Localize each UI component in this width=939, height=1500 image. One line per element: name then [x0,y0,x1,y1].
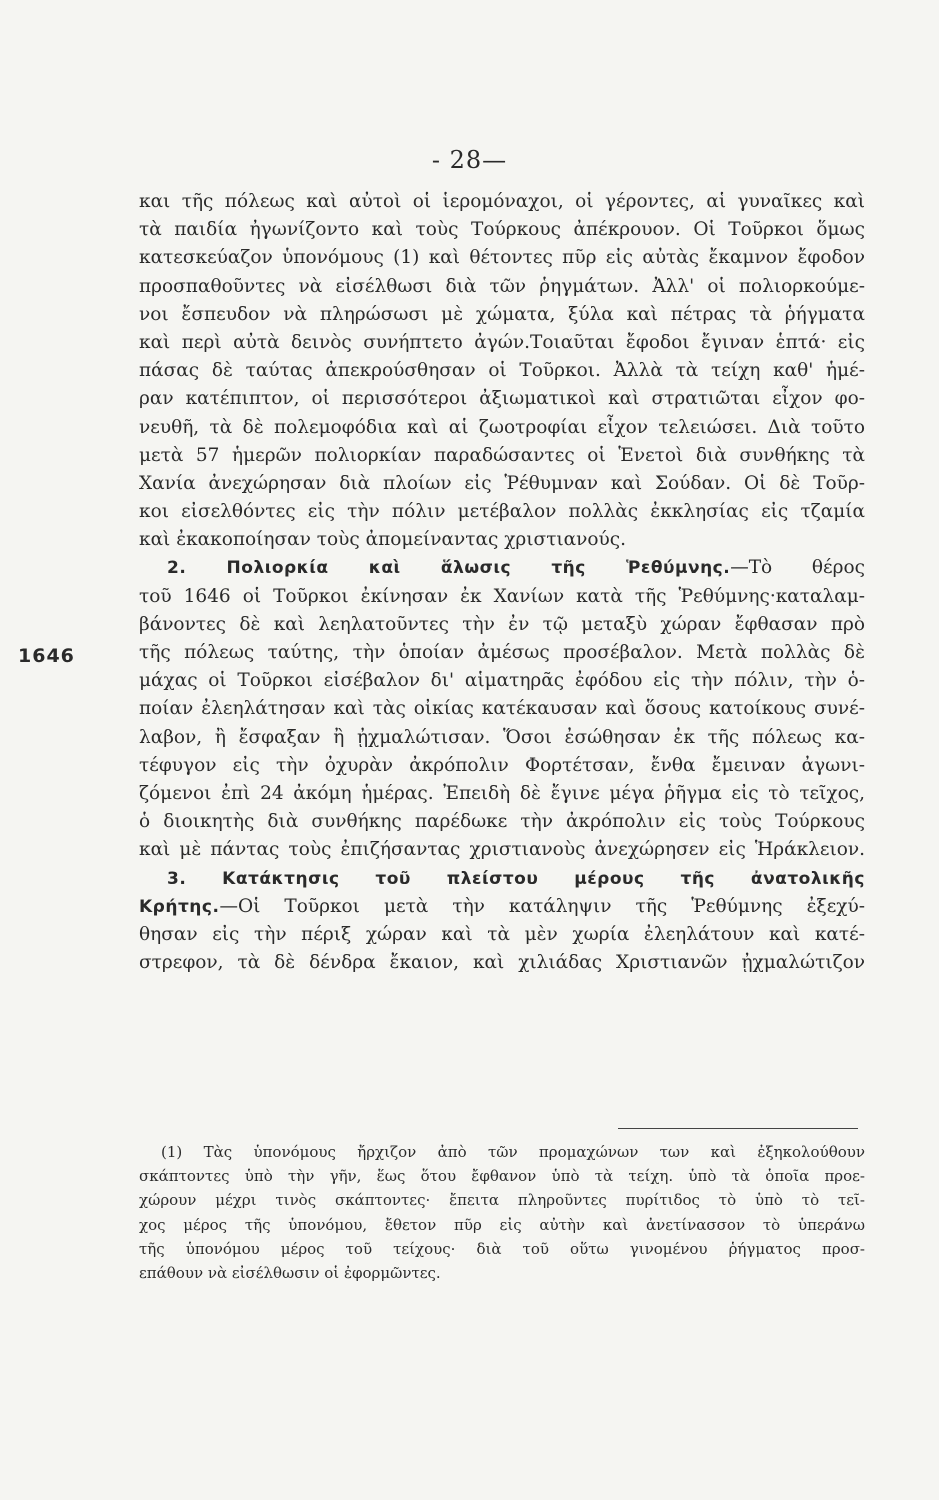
footnote-divider [618,1128,858,1129]
text-line: στρεφον, τὰ δὲ δένδρα ἔκαιον, καὶ χιλιάδας Χριστιανῶν ᾐχμαλώτιζον [139,952,865,974]
footnote-line: σκάπτοντες ὑπὸ τὴν γῆν, ἕως ὅτου ἔφθανον ὑπὸ τὰ τείχη. ὑπὸ τὰ ὁποῖα προε- [139,1167,865,1186]
footnote-line: τῆς ὑπονόμου μέρος τοῦ τείχους· διὰ τοῦ οὕτω γινομένου ῥήγματος προσ- [139,1239,865,1258]
footnote-line: χώρουν μέχρι τινὸς σκάπτοντες· ἔπειτα πληροῦντες πυρίτιδος τὸ ὑπὸ τὸ τεῖ- [139,1191,865,1210]
text-line: κοι εἰσελθόντες εἰς τὴν πόλιν μετέβαλον πολλὰς ἐκκλησίας εἰς τζαμία [139,501,865,523]
section-3-heading-rest: —Οἱ Τοῦρκοι μετὰ τὴν κατάληψιν τῆς Ῥεθύμνης ἐξεχύ- [219,895,865,917]
text-line: θησαν εἰς τὴν πέριξ χώραν καὶ τὰ μὲν χωρία ἐλεηλάτουν καὶ κατέ- [139,923,865,945]
text-line: ραν κατέπιπτον, οἱ περισσότεροι ἀξιωματικοὶ καὶ στρατιῶται εἶχον φο- [139,388,865,410]
text-line: κατεσκεύαζον ὑπονόμους (1) καὶ θέτοντες πῦρ εἰς αὐτὰς ἔκαμνον ἔφοδον [139,247,865,269]
section-3-heading-cont: Κρήτης. [139,896,220,917]
text-line: προσπαθοῦντες νὰ εἰσέλθωσι διὰ τῶν ῥηγμάτων. Ἀλλ' οἱ πολιορκούμε- [139,275,865,297]
footnote-line: (1) Τὰς ὑπονόμους ἤρχιζον ἀπὸ τῶν προμαχώνων των καὶ ἐξηκολούθουν [161,1143,865,1161]
footnote-line: χος μέρος τῆς ὑπονόμου, ἔθετον πῦρ εἰς αὐτὴν καὶ ἀνετίνασσον τὸ ὑπεράνω [139,1215,865,1234]
text-line: Χανία ἀνεχώρησαν διὰ πλοίων εἰς Ῥέθυμναν καὶ Σούδαν. Οἱ δὲ Τοῦρ- [139,472,865,494]
section-3-heading-line [139,865,865,893]
main-text [139,188,865,977]
page-number: - 28— [431,146,508,174]
text-line: ποίαν ἐλεηλάτησαν καὶ τὰς οἰκίας κατέκαυσαν καὶ ὅσους κατοίκους συνέ- [139,698,865,720]
section-2-heading-line [139,554,865,582]
text-line: καὶ μὲ πάντας τοὺς ἐπιζήσαντας χριστιανοὺς ἀνεχώρησεν εἰς Ἡράκλειον. [139,839,865,861]
text-line: νευθῆ, τὰ δὲ πολεμοφόδια καὶ αἱ ζωοτροφίαι εἶχον τελειώσει. Διὰ τοῦτο [139,416,865,438]
text-line: τῆς πόλεως ταύτης, τὴν ὁποίαν ἀμέσως προσέβαλον. Μετὰ πολλὰς δὲ [139,642,865,663]
text-line: μετὰ 57 ἡμερῶν πολιορκίαν παραδώσαντες οἱ Ἑνετοὶ διὰ συνθήκης τὰ [139,444,865,466]
text-line: πάσας δὲ ταύτας ἀπεκρούσθησαν οἱ Τοῦρκοι. Ἀλλὰ τὰ τείχη καθ' ἡμέ- [139,360,865,382]
section-2-heading: 2. Πολιορκία καὶ ἅλωσις τῆς Ῥεθύμνης. [167,558,731,579]
text-line: τέφυγον εἰς τὴν ὀχυρὰν ἀκρόπολιν Φορτέτσαν, ἔνθα ἔμειναν ἀγωνι- [139,754,865,776]
text-line: ζόμενοι ἐπὶ 24 ἀκόμη ἡμέρας. Ἐπειδὴ δὲ ἔγινε μέγα ῥῆγμα εἰς τὸ τεῖχος, [139,782,865,804]
text-line: ὁ διοικητὴς διὰ συνθήκης παρέδωκε τὴν ἀκρόπολιν εἰς τοὺς Τούρκους [139,811,865,833]
footnote-line: επάθουν νὰ εἰσέλθωσιν οἱ ἐφορμῶντες. [139,1263,441,1282]
text-line: μάχας οἱ Τοῦρκοι εἰσέβαλον δι' αἱματηρᾶς ἐφόδου εἰς τὴν πόλιν, τὴν ὁ- [139,670,865,692]
section-2-heading-rest: —Τὸ θέρος [730,557,865,579]
text-line: τοῦ 1646 οἱ Τοῦρκοι ἐκίνησαν ἐκ Χανίων κατὰ τῆς Ῥεθύμνης·καταλαμ- [139,585,865,607]
text-line: λαβον, ἢ ἔσφαξαν ἢ ᾐχμαλώτισαν. Ὅσοι ἐσώθησαν ἐκ τῆς πόλεως κα- [139,726,865,748]
margin-year-note: 1646 [18,645,75,667]
section-3-heading: 3. Κατάκτησις τοῦ πλείστου μέρους τῆς ἀνατολικῆς [167,868,865,889]
text-line: τὰ παιδία ἠγωνίζοντο καὶ τοὺς Τούρκους ἀπέκρουον. Οἱ Τοῦρκοι ὅμως [139,219,865,241]
section-3-heading-line-2 [139,893,865,921]
text-line: βάνοντες δὲ καὶ λεηλατοῦντες τὴν ἐν τῷ μεταξὺ χώραν ἔφθασαν πρὸ [139,613,865,635]
text-line: καὶ ἐκακοποίησαν τοὺς ἀπομείναντας χριστιανούς. [139,529,627,551]
footnote [139,1140,865,1285]
text-line: και τῆς πόλεως καὶ αὐτοὶ οἱ ἱερομόναχοι, οἱ γέροντες, αἱ γυναῖκες καὶ [139,191,865,212]
text-line: καὶ περὶ αὐτὰ δεινὸς συνήπτετο ἀγών.Τοιαῦται ἔφοδοι ἔγιναν ἑπτά· εἰς [139,331,865,353]
text-line: νοι ἔσπευδον νὰ πληρώσωσι μὲ χώματα, ξύλα καὶ πέτρας τὰ ῥήγματα [139,303,865,325]
